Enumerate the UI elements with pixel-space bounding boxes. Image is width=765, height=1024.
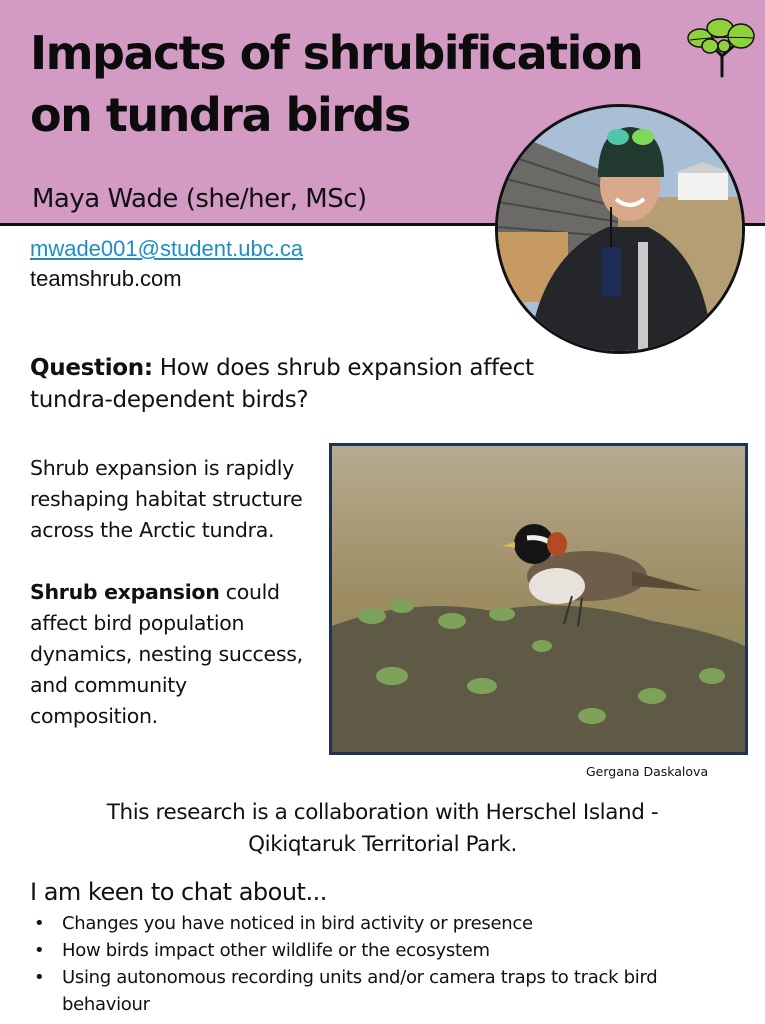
- email-link[interactable]: mwade001@student.ubc.ca: [30, 236, 304, 261]
- title-line-2: on tundra birds: [30, 88, 410, 142]
- tree-leaf: [702, 39, 718, 53]
- author-name: Maya Wade (she/her, MSc): [32, 184, 367, 214]
- shrub-tree-icon: [682, 10, 758, 78]
- collaboration-statement: [0, 797, 765, 861]
- radio: [601, 247, 621, 297]
- chat-heading: I am keen to chat about...: [30, 878, 327, 906]
- bird-nape: [547, 532, 567, 556]
- list-item: [30, 964, 730, 1018]
- list-item-text: How birds impact other wildlife or the ecosystem: [62, 940, 490, 961]
- paragraph-2-rest: could affect bird population dynamics, nesting success, and community composition.: [30, 580, 303, 728]
- paragraph-2-bold: Shrub expansion: [30, 580, 220, 604]
- background-paragraph-2: [30, 577, 320, 732]
- bird-photo: [329, 443, 748, 755]
- website-link[interactable]: teamshrub.com: [30, 266, 182, 291]
- bird-belly: [529, 568, 585, 604]
- portrait-photo: [495, 104, 745, 354]
- sunglasses-left: [607, 129, 629, 145]
- bird-illustration: [332, 446, 745, 752]
- question-label: Question:: [30, 355, 153, 381]
- white-house: [678, 172, 728, 200]
- research-question: [30, 352, 610, 416]
- list-item: [30, 910, 730, 937]
- backpack-strap: [638, 242, 648, 352]
- collaboration-line-1: This research is a collaboration with Herschel Island -: [106, 800, 659, 825]
- photo-credit: Gergana Daskalova: [586, 764, 709, 779]
- collaboration-line-2: Qikiqtaruk Territorial Park.: [248, 832, 517, 857]
- list-item: [30, 937, 730, 964]
- background-paragraph-1: Shrub expansion is rapidly reshaping habitat structure across the Arctic tundra.: [30, 456, 303, 542]
- question-text: How does shrub expansion affect tundra-dependent birds?: [30, 355, 534, 413]
- portrait-illustration: [498, 107, 745, 354]
- tree-leaf: [728, 24, 754, 48]
- bullet-icon: •: [34, 913, 45, 934]
- title-line-1: Impacts of shrubification: [30, 26, 643, 80]
- bullet-icon: •: [34, 967, 45, 988]
- sunglasses-right: [632, 129, 654, 145]
- bullet-icon: •: [34, 940, 45, 961]
- background-text: [30, 453, 320, 732]
- list-item-text: Changes you have noticed in bird activity or presence: [62, 913, 533, 934]
- list-item-text: Using autonomous recording units and/or camera traps to track bird behaviour: [62, 967, 658, 1015]
- chat-topics-list: [30, 910, 730, 1018]
- tree-leaf: [718, 40, 730, 52]
